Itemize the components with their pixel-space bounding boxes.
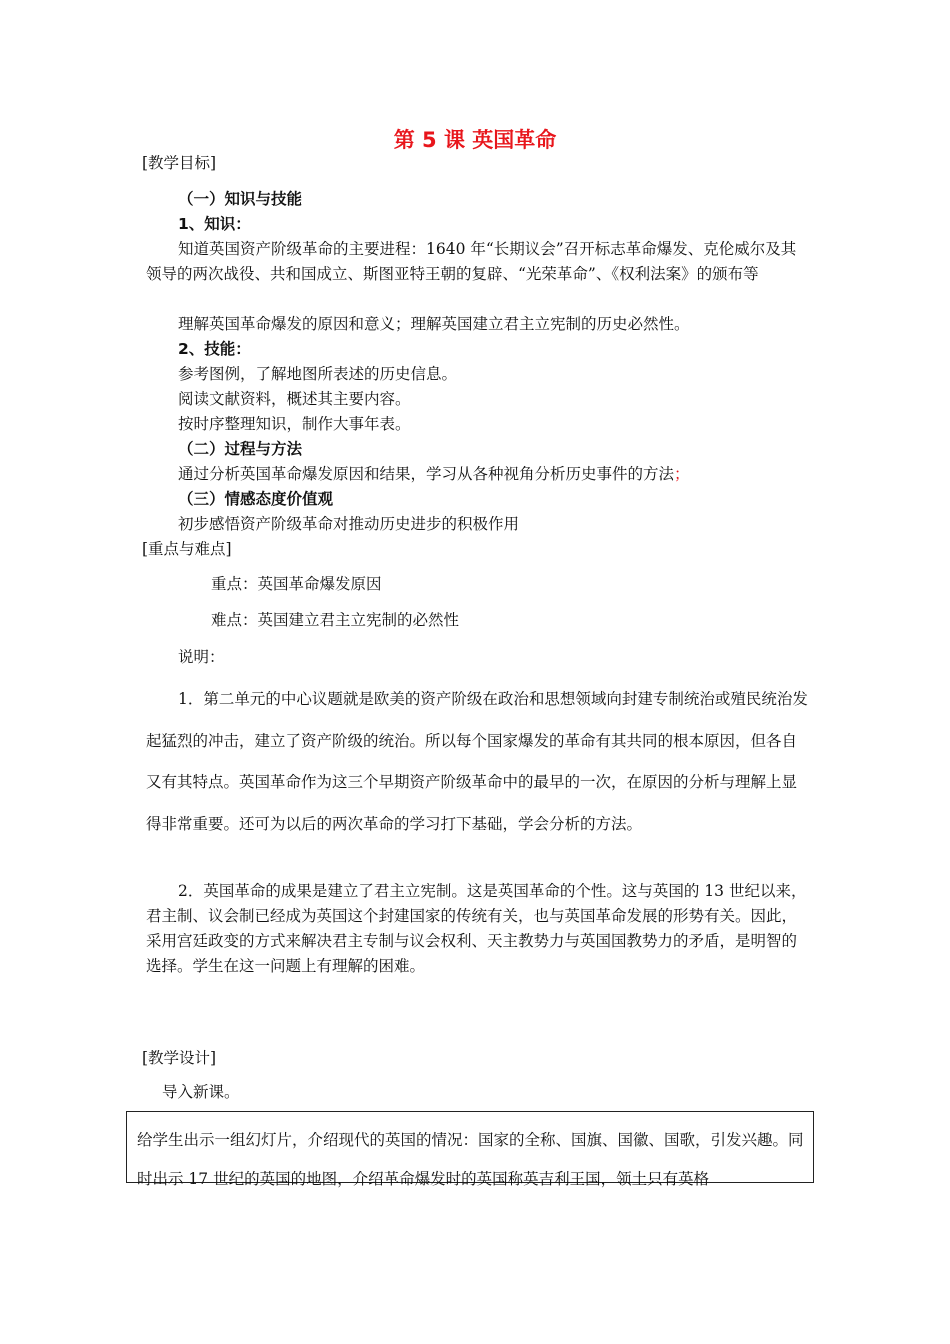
knowledge-label: 1、知识： [178,215,251,233]
process-method-heading: （二）过程与方法 [178,440,303,458]
skills-item-1: 参考图例，了解地图所表述的历史信息。 [178,365,458,383]
knowledge-paragraph-2: 理解英国革命爆发的原因和意义；理解英国建立君主立宪制的历史必然性。 [178,315,690,333]
process-text-end: ； [674,465,690,483]
skills-item-2: 阅读文献资料，概述其主要内容。 [178,390,411,408]
objectives-header: [教学目标] [142,154,217,172]
knowledge-paragraph: 知道英国资产阶级革命的主要进程：1640 年“长期议会”召开标志革命爆发、克伦威尔及其领导的两次战役、共和国成立、斯图亚特王朝的复辟、“光荣革命”、《权利法案》的颁布等 [146,240,797,283]
note-label: 说明： [178,648,225,666]
note-paragraph-1: 1．第二单元的中心议题就是欧美的资产阶级在政治和思想领域向封建专制统治或殖民统治发起猛烈的冲击，建立了资产阶级的统治。所以每个国家爆发的革命有其共同的根本原因，但各自又有其特点。英国革命作为这三个早期资产阶级革命中的最早的一次，在原因的分析与理解上显得非常重要。还可为以后的两次革命的学习打下基础，学会分析的方法。 [146,690,808,833]
skills-item-3: 按时序整理知识，制作大事年表。 [178,415,411,433]
design-header: [教学设计] [142,1049,217,1067]
emotion-text: 初步感悟资产阶级革命对推动历史进步的积极作用 [178,515,520,533]
slide-intro-text: 给学生出示一组幻灯片，介绍现代的英国的情况：国家的全称、国旗、国徽、国歌，引发兴趣。同时出示 17 世纪的英国的地图，介绍革命爆发时的英国称英吉利王国，领土只有英格 [137,1131,804,1188]
focus-point: 重点：英国革命爆发原因 [211,575,382,593]
difficulty-point: 难点：英国建立君主立宪制的必然性 [211,611,460,629]
note-paragraph-2: 2．英国革命的成果是建立了君主立宪制。这是英国革命的个性。这与英国的 13 世纪以来，君主制、议会制已经成为英国这个封建国家的传统有关，也与英国革命发展的形势有关。因此，采用宫廷政变的方式来解决君主专制与议会权利、天主教势力与英国国教势力的矛盾，是明智的选择。学生在这一问题上有理解的困难。 [146,882,807,975]
skills-label: 2、技能： [178,340,251,358]
process-text [178,462,690,484]
intro-line: 导入新课。 [162,1083,240,1101]
page-title: 第 5 课 英国革命 [393,128,557,152]
focus-header: [重点与难点] [142,540,232,558]
emotion-heading: （三）情感态度价值观 [178,490,334,508]
knowledge-skills-heading: （一）知识与技能 [178,190,303,208]
process-text-body: 通过分析英国革命爆发原因和结果，学习从各种视角分析历史事件的方法 [178,465,675,483]
slide-intro-box [126,1111,814,1188]
